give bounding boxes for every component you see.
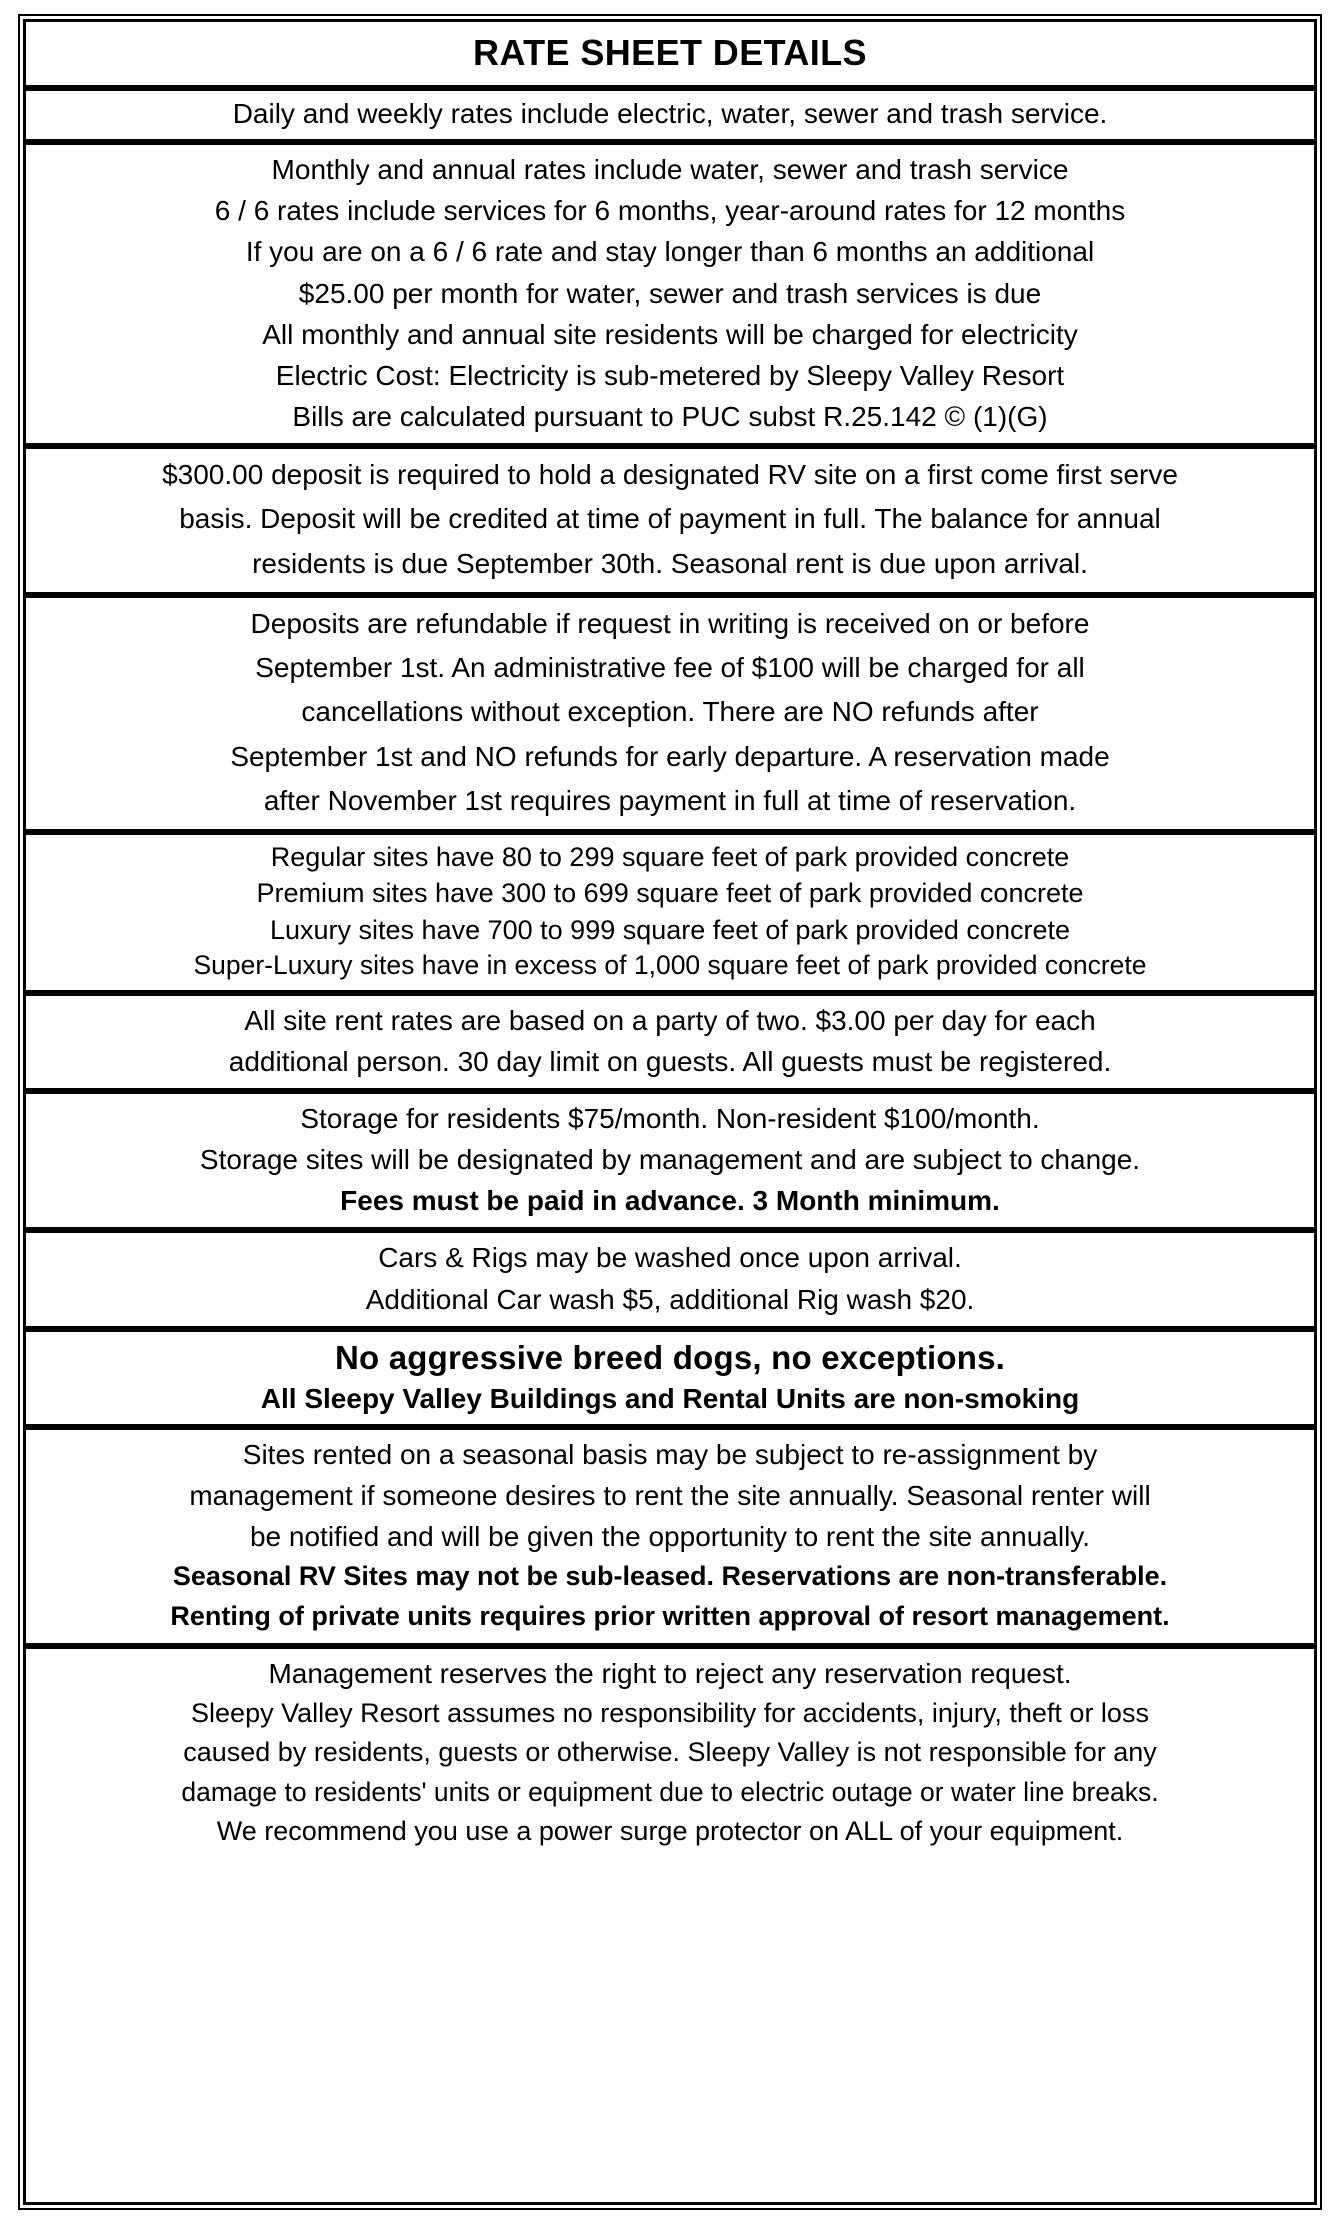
text-line: 6 / 6 rates include services for 6 months, year-around rates for 12 months bbox=[214, 195, 1126, 227]
section-vehicle-washing bbox=[26, 1233, 1314, 1331]
text-line: Electric Cost: Electricity is sub-metered by Sleepy Valley Resort bbox=[275, 359, 1065, 391]
section-refund-policy bbox=[26, 598, 1314, 835]
text-line: Cars & Rigs may be washed once upon arrival. bbox=[378, 1242, 962, 1274]
text-line-emphasis: No aggressive breed dogs, no exceptions. bbox=[334, 1338, 1005, 1376]
text-line: If you are on a 6 / 6 rate and stay longer than 6 months an additional bbox=[245, 236, 1095, 268]
rate-sheet-document bbox=[18, 14, 1322, 2210]
text-line: Bills are calculated pursuant to PUC subst R.25.142 © (1)(G) bbox=[292, 400, 1048, 432]
section-pets-and-smoking bbox=[26, 1332, 1314, 1430]
text-line: Regular sites have 80 to 299 square feet of park provided concrete bbox=[270, 842, 1070, 873]
section-liability-disclaimer bbox=[26, 1649, 1314, 1858]
section-deposit-policy bbox=[26, 449, 1314, 598]
text-line: We recommend you use a power surge protector on ALL of your equipment. bbox=[216, 1816, 1124, 1847]
section-daily-weekly-rates bbox=[26, 91, 1314, 145]
section-seasonal-site-reassignment bbox=[26, 1430, 1314, 1649]
text-line: caused by residents, guests or otherwise. Sleepy Valley is not responsible for any bbox=[183, 1737, 1157, 1768]
text-line: additional person. 30 day limit on guests. All guests must be registered. bbox=[228, 1045, 1112, 1077]
text-line: Additional Car wash $5, additional Rig wash $20. bbox=[365, 1283, 975, 1315]
text-line: All monthly and annual site residents will be charged for electricity bbox=[262, 318, 1078, 350]
text-line: Premium sites have 300 to 699 square feet of park provided concrete bbox=[256, 878, 1084, 909]
text-line: after November 1st requires payment in full at time of reservation. bbox=[263, 784, 1077, 816]
text-line: $300.00 deposit is required to hold a designated RV site on a first come first serve bbox=[162, 459, 1178, 491]
text-line: Sleepy Valley Resort assumes no responsibility for accidents, injury, theft or loss bbox=[191, 1697, 1149, 1728]
text-line: be notified and will be given the opportunity to rent the site annually. bbox=[249, 1521, 1091, 1553]
section-storage-fees bbox=[26, 1094, 1314, 1233]
section-monthly-annual-rates bbox=[26, 145, 1314, 449]
text-line-emphasis: Fees must be paid in advance. 3 Month minimum. bbox=[340, 1185, 1000, 1217]
document-inner-frame bbox=[23, 19, 1317, 2205]
text-line-emphasis: Renting of private units requires prior written approval of resort management. bbox=[170, 1600, 1170, 1631]
text-line: management if someone desires to rent the site annually. Seasonal renter will bbox=[189, 1479, 1151, 1511]
text-line: Monthly and annual rates include water, sewer and trash service bbox=[271, 154, 1069, 186]
text-line: damage to residents' units or equipment due to electric outage or water line breaks. bbox=[181, 1777, 1159, 1808]
page-title: RATE SHEET DETAILS bbox=[473, 32, 867, 73]
text-line: Sites rented on a seasonal basis may be subject to re-assignment by bbox=[242, 1438, 1098, 1470]
section-title bbox=[26, 22, 1314, 91]
text-line-emphasis: Seasonal RV Sites may not be sub-leased. Reservations are non-transferable. bbox=[172, 1561, 1168, 1592]
text-line: residents is due September 30th. Seasonal rent is due upon arrival. bbox=[252, 547, 1088, 579]
text-line: Management reserves the right to reject any reservation request. bbox=[268, 1657, 1072, 1689]
text-line: cancellations without exception. There are NO refunds after bbox=[301, 696, 1039, 728]
text-line: $25.00 per month for water, sewer and trash services is due bbox=[298, 277, 1042, 309]
text-line: basis. Deposit will be credited at time of payment in full. The balance for annual bbox=[179, 503, 1161, 535]
text-line: Daily and weekly rates include electric, water, sewer and trash service. bbox=[232, 98, 1108, 130]
text-line: September 1st and NO refunds for early departure. A reservation made bbox=[230, 740, 1110, 772]
text-line: September 1st. An administrative fee of $100 will be charged for all bbox=[255, 652, 1085, 684]
section-occupancy-guests bbox=[26, 996, 1314, 1094]
text-line: Super-Luxury sites have in excess of 1,000 square feet of park provided concrete bbox=[193, 949, 1147, 980]
text-line-emphasis: All Sleepy Valley Buildings and Rental Units are non-smoking bbox=[260, 1383, 1080, 1415]
text-line: Deposits are refundable if request in writing is received on or before bbox=[250, 607, 1090, 639]
text-line: Storage for residents $75/month. Non-resident $100/month. bbox=[300, 1102, 1040, 1134]
text-line: Storage sites will be designated by management and are subject to change. bbox=[199, 1144, 1141, 1176]
section-site-classifications bbox=[26, 835, 1314, 996]
text-line: All site rent rates are based on a party of two. $3.00 per day for each bbox=[244, 1004, 1096, 1036]
text-line: Luxury sites have 700 to 999 square feet of park provided concrete bbox=[270, 914, 1070, 945]
